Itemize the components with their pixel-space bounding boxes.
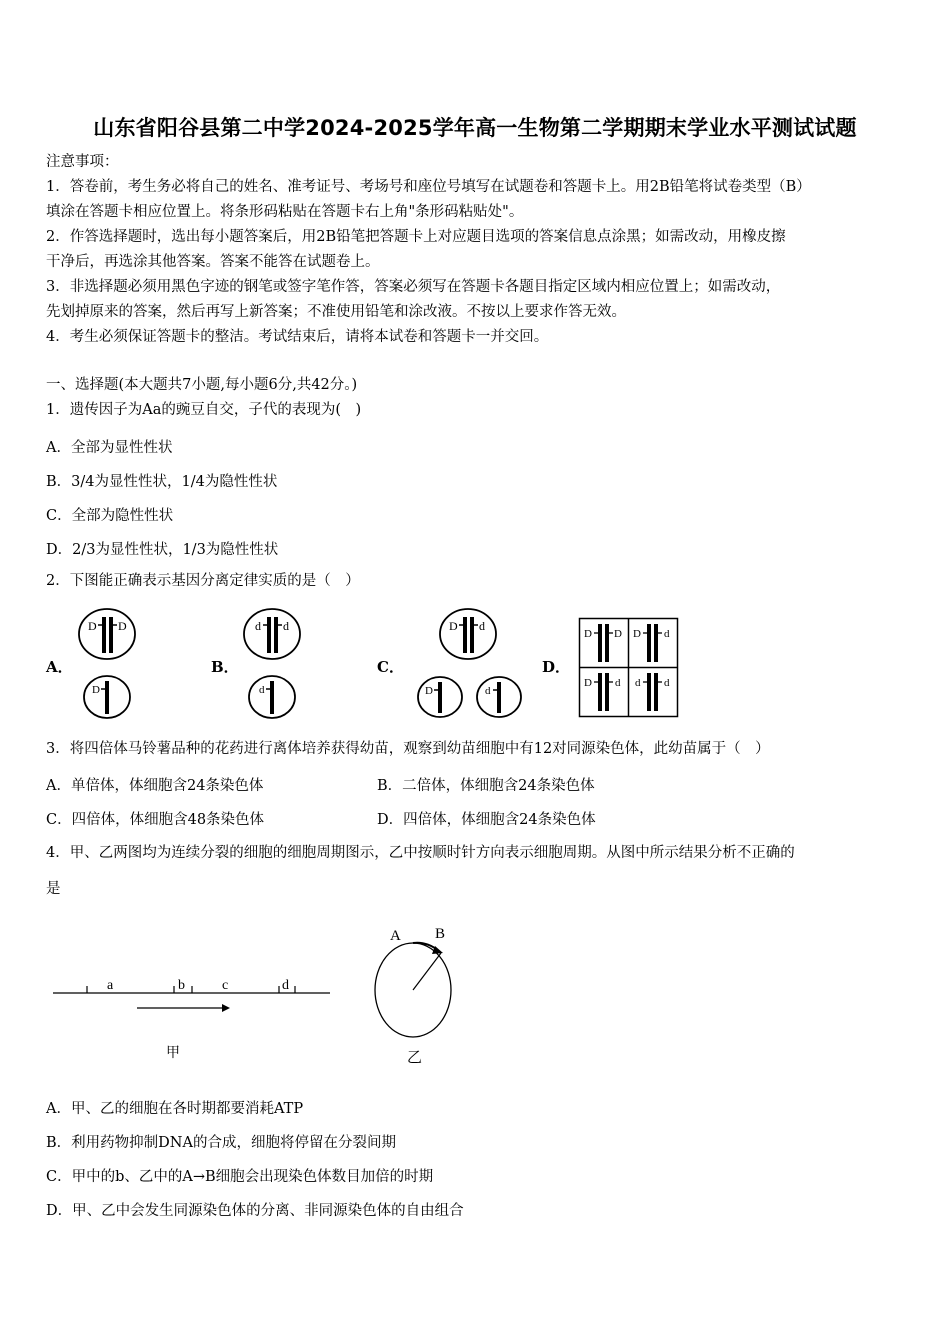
allele-label: d: [283, 619, 289, 633]
allele-label: D: [614, 628, 622, 640]
q2-label-a: A．: [46, 658, 73, 676]
question-4-stem: 4．甲、乙两图均为连续分裂的细胞的细胞周期图示，乙中按顺时针方向表示细胞周期。从图中所示结果分析不正确的: [46, 845, 795, 861]
question-1-stem: 1．遗传因子为Aa的豌豆自交，子代的表现为( ): [46, 402, 362, 418]
section-heading: 一、选择题(本大题共7小题,每小题6分,共42分。): [46, 377, 358, 393]
q1-option-d: D．2/3为显性性状，1/3为隐性性状: [46, 542, 279, 558]
allele-label: D: [584, 677, 592, 689]
question-3-stem: 3．将四倍体马铃薯品种的花药进行离体培养获得幼苗，观察到幼苗细胞中有12对同源染色体，此幼苗属于（ ）: [46, 741, 770, 757]
cell-cycle-line-figure: [50, 960, 335, 1070]
q2-figure-a: [70, 605, 150, 725]
point-label-b: B: [435, 926, 446, 942]
q1-option-c: C．全部为隐性性状: [46, 508, 174, 524]
notice-line: 3．非选择题必须用黑色字迹的钢笔或签字笔作答，答案必须写在答题卡各题目指定区域内相应位置上；如需改动，: [46, 279, 781, 295]
allele-label: D: [92, 684, 100, 696]
allele-label: d: [485, 685, 491, 697]
notice-line: 4．考生必须保证答题卡的整洁。考试结束后，请将本试卷和答题卡一并交回。: [46, 329, 549, 345]
notice-line: 干净后，再选涂其他答案。答案不能答在试题卷上。: [46, 254, 380, 270]
notice-heading: 注意事项：: [46, 154, 119, 170]
q4-option-b: B．利用药物抑制DNA的合成，细胞将停留在分裂间期: [46, 1135, 396, 1151]
q3-option-b: B．二倍体，体细胞含24条染色体: [377, 778, 595, 794]
allele-label: D: [425, 685, 433, 697]
allele-label: D: [584, 628, 592, 640]
allele-label: d: [664, 677, 670, 689]
q4-option-d: D．甲、乙中会发生同源染色体的分离、非同源染色体的自由组合: [46, 1203, 464, 1219]
q1-option-b: B．3/4为显性性状，1/4为隐性性状: [46, 474, 278, 490]
notice-line: 1．答卷前，考生务必将自己的姓名、准考证号、考场号和座位号填写在试题卷和答题卡上。用2B铅笔将试卷类型（B）: [46, 179, 811, 195]
cell-cycle-circle-figure: [365, 922, 465, 1072]
question-4-stem-cont: 是: [46, 881, 61, 897]
q2-figure-b: [235, 605, 315, 725]
segment-label-c: c: [222, 978, 229, 993]
figure-caption-yi: 乙: [407, 1050, 423, 1066]
allele-label: d: [255, 619, 261, 633]
q3-option-a: A．单倍体，体细胞含24条染色体: [46, 778, 264, 794]
allele-label: D: [118, 619, 127, 633]
q2-label-c: C．: [377, 658, 404, 676]
segment-label-a: a: [107, 978, 114, 993]
allele-label: d: [664, 628, 670, 640]
q2-figure-d: [578, 617, 680, 719]
figure-caption-jia: 甲: [166, 1046, 180, 1061]
allele-label: D: [88, 619, 97, 633]
notice-line: 2．作答选择题时，选出每小题答案后，用2B铅笔把答题卡上对应题目选项的答案信息点涂黑；如需改动，用橡皮擦: [46, 229, 786, 245]
notice-line: 先划掉原来的答案，然后再写上新答案；不准使用铅笔和涂改液。不按以上要求作答无效。: [46, 304, 626, 320]
q1-option-a: A．全部为显性性状: [46, 440, 173, 456]
q3-option-c: C．四倍体，体细胞含48条染色体: [46, 812, 265, 828]
allele-label: D: [449, 619, 458, 633]
allele-label: D: [633, 628, 641, 640]
q4-option-a: A．甲、乙的细胞在各时期都要消耗ATP: [46, 1101, 304, 1117]
q4-option-c: C．甲中的b、乙中的A→B细胞会出现染色体数目加倍的时期: [46, 1169, 434, 1185]
q2-label-d: D．: [542, 658, 571, 676]
q2-figure-c: [410, 605, 530, 725]
point-label-a: A: [390, 928, 401, 944]
allele-label: d: [479, 619, 485, 633]
notice-line: 填涂在答题卡相应位置上。将条形码粘贴在答题卡右上角"条形码粘贴处"。: [46, 204, 524, 220]
allele-label: d: [259, 684, 265, 696]
question-2-stem: 2．下图能正确表示基因分离定律实质的是（ ）: [46, 573, 360, 589]
q3-option-d: D．四倍体，体细胞含24条染色体: [377, 812, 596, 828]
allele-label: d: [615, 677, 621, 689]
page-title: 山东省阳谷县第二中学2024-2025学年高一生物第二学期期末学业水平测试试题: [93, 116, 857, 140]
q2-label-b: B．: [211, 658, 239, 676]
allele-label: d: [635, 677, 641, 689]
segment-label-d: d: [282, 978, 289, 993]
segment-label-b: b: [178, 978, 185, 993]
